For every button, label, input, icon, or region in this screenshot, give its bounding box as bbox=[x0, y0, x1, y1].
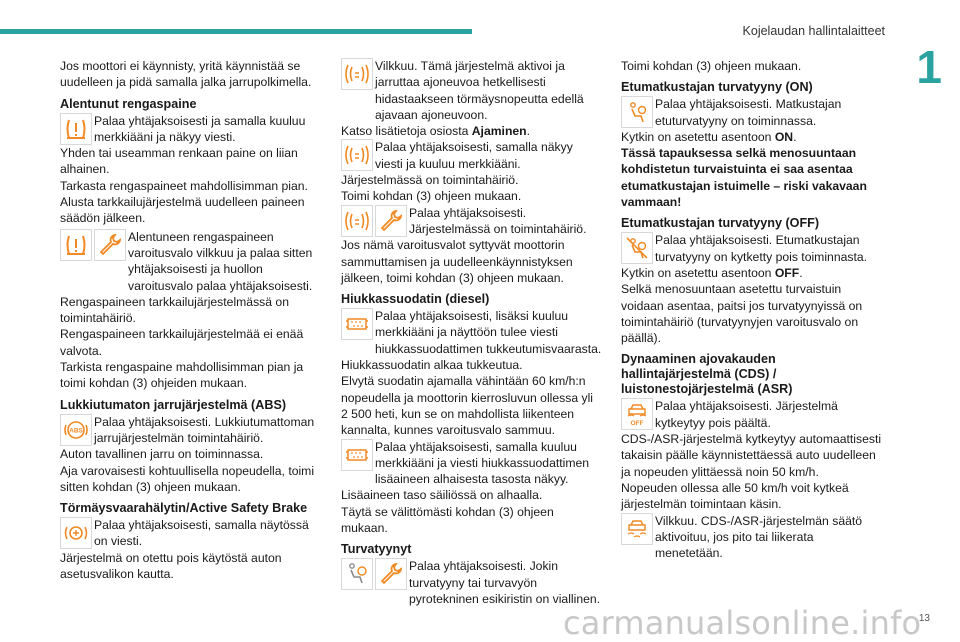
wrench-icon bbox=[94, 229, 126, 261]
abs-text: Aja varovaisesti kohtuullisella nopeudella, toimi sitten kohdan (3) ohjeen mukaan. bbox=[60, 463, 315, 494]
airbag-off-item-text: Palaa yhtäjaksoisesti. Etumatkustajan turvatyyny on kytketty pois toiminnasta. bbox=[655, 233, 868, 264]
beep-text: Järjestelmässä on toimintahäiriö. bbox=[341, 173, 519, 188]
esp-blink-item bbox=[621, 513, 883, 562]
dpf-item bbox=[341, 308, 603, 357]
ref-prefix: Katso lisätietoja osiosta bbox=[341, 124, 472, 139]
tyre-text: Tarkasta rengaspaineet mahdollisimman pian. bbox=[60, 178, 308, 193]
dpf-text: Lisäaineen taso säiliössä on alhaalla. bbox=[341, 488, 543, 503]
dpf-item-2 bbox=[341, 439, 603, 488]
abs-heading: Lukkiutumaton jarrujärjestelmä (ABS) bbox=[60, 397, 287, 412]
intro-text: Jos moottori ei käynnisty, yritä käynnistää se uudelleen ja pidä samalla jalka jarrupolkimella. bbox=[60, 59, 312, 90]
tyre-text: Yhden tai useamman renkaan paine on liian alhainen. bbox=[60, 146, 298, 177]
collision-warning-icon bbox=[341, 139, 373, 171]
esp-text: CDS-/ASR-järjestelmä kytkeytyy automaattisesti takaisin päälle käynnistettäessä auto uudelleen ja nopeuden ylittäessä noin 50 km/h. bbox=[621, 432, 882, 479]
esp-text: Nopeuden ollessa alle 50 km/h voit kytkeä järjestelmän toimintaan käsin. bbox=[621, 480, 849, 512]
esp-icon bbox=[621, 513, 653, 545]
airbag-off-switch bbox=[621, 265, 883, 281]
switch-text: Kytkin on asetettu asentoon bbox=[621, 265, 775, 280]
wrench-icon bbox=[375, 558, 407, 590]
airbag-on-item-text: Palaa yhtäjaksoisesti. Matkustajan etuturvatyyny on toiminnassa. bbox=[655, 97, 842, 128]
abs-text: Auton tavallinen jarru on toiminnassa. bbox=[60, 447, 264, 462]
dpf-item-text: Palaa yhtäjaksoisesti, lisäksi kuuluu merkkiääni ja näyttöön tulee viesti hiukkassuodattimen tukkeutumisvaarasta. bbox=[375, 309, 602, 356]
blink-reference bbox=[341, 123, 603, 139]
airbag-on-warning: Tässä tapauksessa selkä menosuuntaan kohdistetun turvaistuinta ei saa asentaa etumatkustajan istuimelle – riski vakavaan vammaan! bbox=[621, 146, 867, 210]
abs-icon bbox=[60, 414, 92, 446]
wrench-item bbox=[341, 205, 603, 238]
switch-text: . bbox=[799, 265, 803, 280]
esp-blink-item-text: Vilkkuu. CDS-/ASR-järjestelmän säätö aktivoituu, jos pito tai liikerata menetetään. bbox=[655, 513, 863, 561]
passenger-airbag-on-heading: Etumatkustajan turvatyyny (ON) bbox=[621, 80, 813, 95]
column-3 bbox=[621, 58, 883, 561]
dpf-heading: Hiukkassuodatin (diesel) bbox=[341, 292, 490, 307]
airbag-on-icon bbox=[621, 96, 653, 128]
particle-filter-icon bbox=[341, 308, 373, 340]
column-1 bbox=[60, 58, 322, 582]
dpf-text: Elvytä suodatin ajamalla vähintään 60 km/h:n nopeudella ja moottorin kierrosluvun ollessa yli 2 500 heti, kun se on mahdollista liikenteen kannalta, kunnes varoitusvalo sammuu. bbox=[341, 374, 594, 438]
switch-value-off: OFF bbox=[774, 265, 800, 280]
tyre-heading: Alentunut rengaspaine bbox=[60, 96, 197, 111]
airbag-item bbox=[341, 558, 603, 607]
airbag-off-item bbox=[621, 232, 883, 265]
switch-value-on: ON bbox=[774, 129, 794, 144]
ref-suffix: . bbox=[526, 124, 530, 139]
airbag-heading: Turvatyynyt bbox=[341, 542, 412, 557]
tyre-text: Rengaspaineen tarkkailujärjestelmässä on toimintahäiriö. bbox=[60, 294, 289, 326]
wrench-icon bbox=[375, 205, 407, 237]
airbag-off-text: Selkä menosuuntaan asetettu turvaistuin voidaan asentaa, paitsi jos turvatyynyissä on toimintahäiriö (turvatyynyjen varoitusvalo on päällä). bbox=[621, 282, 863, 346]
tyre-item bbox=[60, 113, 322, 146]
abs-icon-label: ABS bbox=[69, 427, 83, 435]
blink-item bbox=[341, 58, 603, 123]
chapter-number: 1 bbox=[916, 41, 942, 93]
ref-link-ajaminen[interactable]: Ajaminen bbox=[471, 124, 527, 139]
esp-off-item-text: Palaa yhtäjaksoisesti. Järjestelmä kytkeytyy pois päältä. bbox=[655, 399, 838, 430]
dpf-text: Täytä se välittömästi kohdan (3) ohjeen mukaan. bbox=[341, 504, 554, 536]
afb-item bbox=[60, 517, 322, 550]
airbag-on-switch bbox=[621, 129, 883, 145]
beep-item bbox=[341, 139, 603, 172]
airbag-icon bbox=[341, 558, 373, 590]
tyre-item-2-text: Alentuneen rengaspaineen varoitusvalo vilkkuu ja palaa sitten yhtäjaksoisesti ja huollon varoitusvalo palaa yhtäjaksoisesti. bbox=[128, 229, 313, 293]
dpf-item-2-text: Palaa yhtäjaksoisesti, samalla kuuluu merkkiääni ja viesti hiukkassuodattimen lisäaineen alhaisesta tasosta näkyy. bbox=[375, 439, 590, 487]
wrench-item-text: Palaa yhtäjaksoisesti. Järjestelmässä on toimintahäiriö. bbox=[409, 205, 587, 236]
collision-warning-icon bbox=[341, 205, 373, 237]
beep-item-text: Palaa yhtäjaksoisesti, samalla näkyy viesti ja kuuluu merkkiääni. bbox=[375, 140, 573, 171]
tyre-pressure-icon bbox=[60, 229, 92, 261]
tyre-item-2 bbox=[60, 229, 322, 294]
passenger-airbag-off-heading: Etumatkustajan turvatyyny (OFF) bbox=[621, 216, 820, 231]
tyre-pressure-icon bbox=[60, 113, 92, 145]
wrench-text: Jos nämä varoitusvalot syttyvät moottorin sammuttamisen ja uudelleenkäynnistyksen jälkeen, toimi kohdan (3) ohjeen mukaan. bbox=[341, 238, 573, 285]
beep-text: Toimi kohdan (3) ohjeen mukaan. bbox=[341, 189, 522, 204]
column-2 bbox=[341, 58, 603, 607]
afb-item-text: Palaa yhtäjaksoisesti, samalla näytössä on viesti. bbox=[94, 518, 309, 549]
page-number: 13 bbox=[918, 613, 930, 624]
esp-off-icon-label: OFF bbox=[630, 420, 644, 428]
afb-text: Järjestelmä on otettu pois käytöstä auton asetusvalikon kautta. bbox=[60, 550, 282, 582]
tyre-item-text: Palaa yhtäjaksoisesti ja samalla kuuluu merkkiääni ja näkyy viesti. bbox=[94, 113, 306, 144]
esp-off-icon bbox=[621, 398, 653, 430]
airbag-off-icon bbox=[621, 232, 653, 264]
tyre-text: Alusta tarkkailujärjestelmä uudelleen paineen säädön jälkeen. bbox=[60, 195, 305, 226]
abs-item bbox=[60, 414, 322, 447]
esp-heading: Dynaaminen ajovakauden hallintajärjestelmä (CDS) / luistonestojärjestelmä (ASR) bbox=[621, 352, 793, 397]
collision-warning-icon bbox=[60, 517, 92, 549]
tyre-text: Tarkista rengaspaine mahdollisimman pian ja toimi kohdan (3) ohjeiden mukaan. bbox=[60, 360, 304, 391]
collision-warning-icon bbox=[341, 58, 373, 90]
dpf-text: Hiukkassuodatin alkaa tukkeutua. bbox=[341, 358, 523, 373]
abs-item-text: Palaa yhtäjaksoisesti. Lukkiutumattoman jarrujärjestelmän toimintahäiriö. bbox=[94, 414, 315, 445]
switch-text: Kytkin on asetettu asentoon bbox=[621, 129, 775, 144]
page-header-title: Kojelaudan hallintalaitteet bbox=[742, 24, 885, 38]
top-text: Toimi kohdan (3) ohjeen mukaan. bbox=[621, 59, 802, 73]
tyre-text: Rengaspaineen tarkkailujärjestelmää ei enää valvota. bbox=[60, 327, 304, 358]
switch-text: . bbox=[793, 129, 797, 144]
afb-heading: Törmäysvaarahälytin/Active Safety Brake bbox=[60, 501, 308, 516]
blink-item-text: Vilkkuu. Tämä järjestelmä aktivoi ja jarruttaa ajoneuvoa hetkellisesti hidastaakseen törmäysnopeutta edellä ajavaan ajoneuvoon. bbox=[375, 59, 584, 122]
airbag-on-item bbox=[621, 96, 883, 129]
particle-filter-icon bbox=[341, 439, 373, 471]
airbag-item-text: Palaa yhtäjaksoisesti. Jokin turvatyyny tai turvavyön pyrotekninen esikiristin on viallinen. bbox=[409, 559, 601, 606]
watermark: carmanualsonline.info bbox=[563, 604, 922, 642]
header-accent-bar bbox=[0, 29, 472, 34]
esp-off-item bbox=[621, 398, 883, 431]
